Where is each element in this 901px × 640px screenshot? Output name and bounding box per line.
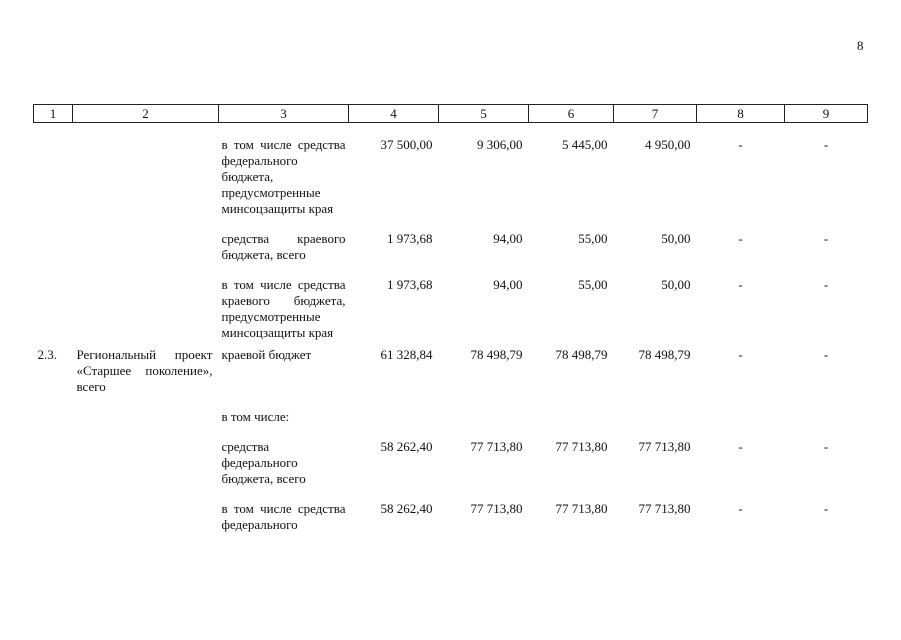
table-row xyxy=(34,123,868,218)
row-number xyxy=(34,425,73,487)
value-col6: 5 445,00 xyxy=(562,137,608,152)
row-number xyxy=(34,217,73,263)
table-row xyxy=(34,217,868,263)
row-number xyxy=(34,487,73,533)
row-number xyxy=(34,123,73,218)
value-col5: 9 306,00 xyxy=(477,137,523,152)
budget-table xyxy=(33,104,868,533)
item-name xyxy=(73,425,219,487)
funding-source: краевой бюджет xyxy=(221,347,312,362)
value-col4: 37 500,00 xyxy=(380,137,433,152)
item-name xyxy=(73,395,219,425)
column-header: 7 xyxy=(614,105,697,123)
value-col4: 1 973,68 xyxy=(387,277,433,292)
row-number xyxy=(34,263,73,341)
value-col8: - xyxy=(738,501,743,516)
table-row xyxy=(34,263,868,341)
value-col8: - xyxy=(738,439,743,454)
column-header: 2 xyxy=(73,105,219,123)
value-col4: 58 262,40 xyxy=(380,501,433,516)
value-col9: - xyxy=(823,501,829,516)
value-col6: 55,00 xyxy=(578,277,608,292)
item-name xyxy=(73,487,219,533)
table-row xyxy=(34,487,868,533)
column-header: 8 xyxy=(697,105,785,123)
value-col5: 94,00 xyxy=(493,231,523,246)
value-col7 xyxy=(614,395,697,425)
column-header: 3 xyxy=(219,105,349,123)
column-header: 4 xyxy=(349,105,439,123)
funding-source: в том числе средства федерального бюджета, предусмотренные минсоцзащиты края xyxy=(221,137,346,216)
value-col5: 78 498,79 xyxy=(470,347,523,362)
item-name xyxy=(73,217,219,263)
value-col4: 61 328,84 xyxy=(380,347,433,362)
value-col9: - xyxy=(823,439,829,454)
value-col7: 77 713,80 xyxy=(638,439,691,454)
value-col8 xyxy=(697,395,785,425)
value-col8: - xyxy=(738,137,743,152)
row-number xyxy=(34,395,73,425)
value-col6: 55,00 xyxy=(578,231,608,246)
item-name xyxy=(73,123,219,218)
value-col8: - xyxy=(738,347,743,362)
value-col7: 77 713,80 xyxy=(638,501,691,516)
value-col9 xyxy=(785,395,868,425)
value-col7: 4 950,00 xyxy=(645,137,691,152)
funding-source: в том числе средства федерального xyxy=(221,501,346,532)
value-col8: - xyxy=(738,277,743,292)
column-header: 6 xyxy=(529,105,614,123)
value-col5: 94,00 xyxy=(493,277,523,292)
page-number: 8 xyxy=(857,38,864,53)
value-col8: - xyxy=(738,231,743,246)
value-col4: 58 262,40 xyxy=(380,439,433,454)
value-col9: - xyxy=(823,277,829,292)
column-header: 5 xyxy=(439,105,529,123)
funding-source: в том числе: xyxy=(221,409,290,424)
table-row xyxy=(34,395,868,425)
value-col6 xyxy=(529,395,614,425)
item-name: Региональный проект «Старшее поколение», всего xyxy=(76,347,213,394)
row-number: 2.3. xyxy=(37,347,57,362)
funding-source: средства федерального бюджета, всего xyxy=(221,439,306,486)
funding-source: в том числе средства краевого бюджета, предусмотренные минсоцзащиты края xyxy=(221,277,346,340)
column-header: 9 xyxy=(785,105,868,123)
value-col9: - xyxy=(823,137,829,152)
value-col7: 50,00 xyxy=(661,277,691,292)
funding-source: средства краевого бюджета, всего xyxy=(221,231,346,262)
column-header: 1 xyxy=(34,105,73,123)
value-col6: 77 713,80 xyxy=(555,439,608,454)
item-name xyxy=(73,263,219,341)
value-col4: 1 973,68 xyxy=(387,231,433,246)
header-row xyxy=(34,105,868,123)
value-col9: - xyxy=(823,347,829,362)
table-row xyxy=(34,425,868,487)
value-col6: 78 498,79 xyxy=(555,347,608,362)
value-col9: - xyxy=(823,231,829,246)
value-col6: 77 713,80 xyxy=(555,501,608,516)
value-col5: 77 713,80 xyxy=(470,501,523,516)
value-col4 xyxy=(349,395,439,425)
value-col5 xyxy=(439,395,529,425)
value-col5: 77 713,80 xyxy=(470,439,523,454)
table-row xyxy=(34,341,868,395)
value-col7: 50,00 xyxy=(661,231,691,246)
value-col7: 78 498,79 xyxy=(638,347,691,362)
